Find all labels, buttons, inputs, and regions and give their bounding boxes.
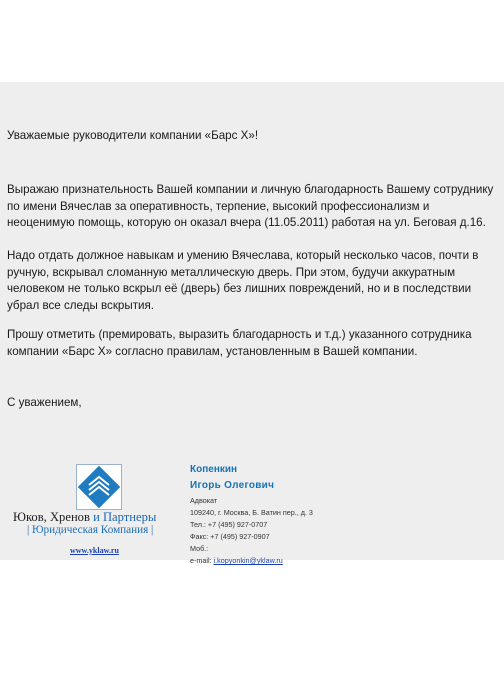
firm-name <box>13 510 183 525</box>
letter-closing: С уважением, <box>7 396 82 409</box>
contact-email-row <box>190 556 283 565</box>
contact-email-label: e-mail: <box>190 556 214 565</box>
contact-surname: Копенкин <box>190 464 238 475</box>
firm-website-link[interactable]: www.yklaw.ru <box>70 546 119 555</box>
letter-paragraph-1: Выражаю признательность Вашей компании и личную благодарность Вашему сотруднику по имени Вячеслав за оперативность, терпение, высокий профессионализм и неоценимую помощь, которую он оказал вчера (11.05.2011) работая на ул. Беговая д.16. <box>7 183 494 230</box>
contact-mobile: Моб.: <box>190 544 209 553</box>
firm-name-main: Юков, Хренов <box>13 510 94 524</box>
email-signature <box>0 460 504 565</box>
firm-name-accent: и Партнеры <box>93 510 157 524</box>
letter-greeting: Уважаемые руководители компании «Барс Х»! <box>7 129 259 142</box>
contact-title: Адвокат <box>190 496 218 505</box>
contact-email-link[interactable]: i.kopyonkin@yklaw.ru <box>213 556 283 565</box>
letter-paragraph-2: Надо отдать должное навыкам и умению Вячеслава, который несколько часов, почти в ручную, вскрывал сломанную металлическую дверь. При этом, будучи аккуратным человеком не только вскрыл её (дверь) без лишних повреждений, но и в последствии убрал все следы вскрытия. <box>7 249 479 312</box>
letter-sheet <box>0 82 504 565</box>
firm-tagline: | Юридическая Компания | <box>27 524 154 536</box>
contact-fax: Факс: +7 (495) 927-0907 <box>190 532 270 541</box>
contact-address: 109240, г. Москва, Б. Ватин пер., д. 3 <box>190 508 313 517</box>
letter-paragraph-3: Прошу отметить (премировать, выразить благодарность и т.д.) указанного сотрудника компании «Барс Х» согласно правилам, установленным в Вашей компании. <box>7 328 472 358</box>
firm-logo-icon <box>76 464 122 510</box>
contact-given-names: Игорь Олегович <box>190 480 275 491</box>
contact-phone: Тел.: +7 (495) 927-0707 <box>190 520 268 529</box>
